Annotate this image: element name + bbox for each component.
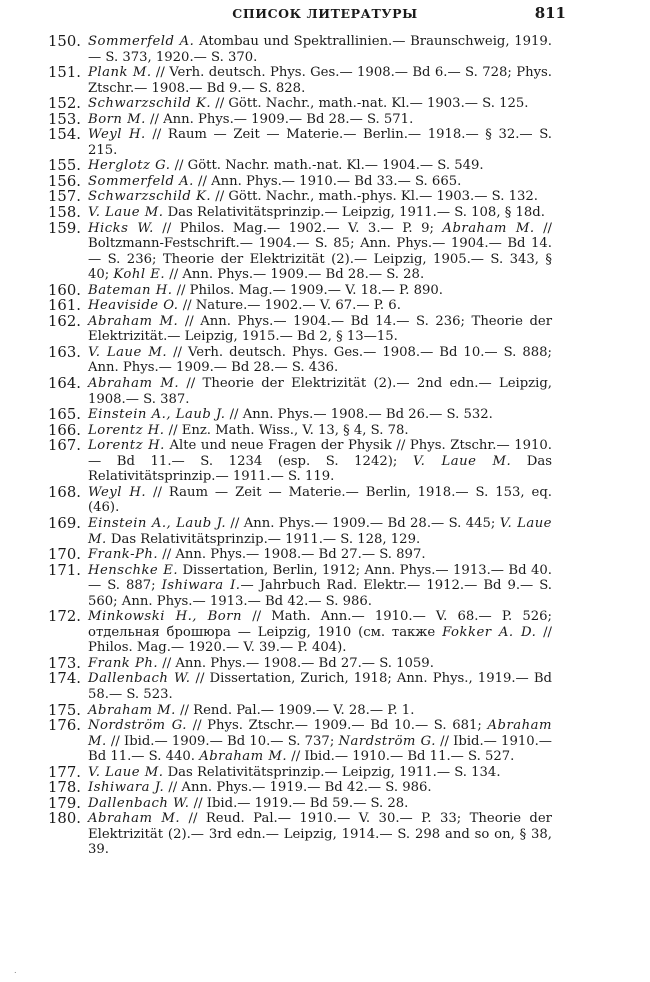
reference-entry [48, 314, 552, 345]
reference-text: Das Relativitätsprinzip.— 1911.— S. 119. [88, 453, 553, 485]
reference-author: V. Laue M. [88, 205, 164, 221]
reference-author: Lorentz H. [88, 438, 165, 454]
reference-entry [48, 189, 552, 205]
page-header [0, 4, 650, 26]
reference-number: 160. [48, 281, 81, 299]
reference-entry [48, 96, 552, 112]
reference-text: // Gött. Nachr., math.-phys. Kl.— 1903.— S. 132. [211, 189, 538, 205]
page-number: 811 [534, 4, 566, 22]
reference-author: Abraham M. [442, 220, 535, 236]
reference-text: Atombau und Spektrallinien.— Braunschweig, 1919.— S. 373, 1920.— S. 370. [88, 34, 552, 65]
reference-author: Hicks W. [88, 220, 154, 236]
reference-entry [48, 112, 552, 128]
reference-author: Sommerfeld A. [88, 34, 195, 49]
reference-entry [48, 298, 552, 314]
reference-text: // Verh. deutsch. Phys. Ges.— 1908.— Bd 6.— S. 728; Phys. Ztschr.— 1908.— Bd 9.— S. 828. [88, 65, 552, 96]
reference-author: Einstein A., Laub J. [88, 515, 227, 531]
reference-entry [48, 345, 552, 376]
reference-entry [48, 127, 552, 158]
reference-entry [48, 718, 552, 765]
reference-text: // Ann. Phys.— 1908.— Bd 27.— S. 1059. [158, 655, 434, 671]
reference-number: 177. [48, 763, 81, 781]
reference-text: Das Relativitätsprinzip.— 1911.— S. 128, 129. [106, 531, 421, 547]
reference-text: Das Relativitätsprinzip.— Leipzig, 1911.— S. 108, § 18d. [163, 205, 545, 221]
reference-number: 155. [48, 157, 81, 175]
reference-author: Abraham M. [88, 702, 176, 718]
reference-author: Heaviside O. [88, 298, 179, 314]
reference-text: Das Relativitätsprinzip.— Leipzig, 1911.— S. 134. [163, 764, 501, 780]
reference-author: Abraham M. [199, 749, 288, 765]
reference-text: // Ann. Phys.— 1910.— Bd 33.— S. 665. [193, 173, 462, 189]
margin-mark: . [14, 966, 17, 975]
reference-entry [48, 563, 552, 610]
reference-number: 156. [48, 172, 81, 190]
reference-entry [48, 65, 552, 96]
reference-text: // Philos. Mag.— 1902.— V. 3.— P. 9; [153, 220, 443, 236]
reference-author: Frank Ph. [88, 655, 159, 671]
reference-entry [48, 158, 552, 174]
reference-entry [48, 796, 552, 812]
reference-author: V. Laue M. [88, 344, 168, 360]
reference-number: 168. [48, 483, 81, 501]
reference-entry [48, 811, 552, 858]
reference-text: // Philos. Mag.— 1920.— V. 39.— P. 404). [88, 624, 553, 656]
reference-number: 151. [48, 64, 81, 82]
reference-number: 176. [48, 717, 81, 735]
reference-text: // Ibid.— 1909.— Bd 10.— S. 737; [106, 733, 339, 749]
reference-number: 166. [48, 421, 81, 439]
reference-entry [48, 656, 552, 672]
reference-text: // Ann. Phys.— 1904.— Bd 14.— S. 236; Theorie der Elektrizität.— Leipzig, 1915.— Bd 2, § 13—15. [88, 313, 552, 345]
reference-number: 150. [48, 33, 81, 50]
reference-number: 152. [48, 95, 81, 113]
reference-author: Sommerfeld A. [88, 173, 194, 189]
reference-author: Kohl E. [113, 267, 166, 283]
reference-author: Dallenbach W. [88, 795, 190, 811]
reference-author: Henschke E. [88, 562, 179, 578]
reference-text: // Ann. Phys.— 1908.— Bd 27.— S. 897. [158, 547, 426, 563]
reference-author: Schwarzschild K. [88, 189, 212, 205]
reference-text: // Philos. Mag.— 1909.— V. 18.— P. 890. [172, 282, 443, 298]
reference-number: 175. [48, 701, 81, 719]
reference-text: // Gött. Nachr. math.-nat. Kl.— 1904.— S. 549. [170, 158, 484, 174]
reference-number: 157. [48, 188, 81, 206]
reference-author: Herglotz G. [88, 158, 171, 174]
reference-number: 162. [48, 312, 81, 330]
reference-author: V. Laue M. [88, 764, 164, 780]
reference-text: // Ann. Phys.— 1908.— Bd 26.— S. 532. [225, 407, 493, 423]
reference-number: 161. [48, 297, 81, 315]
reference-number: 178. [48, 779, 81, 797]
reference-entry [48, 485, 552, 516]
reference-author: Ishiwara J. [88, 780, 165, 796]
reference-author: Ishiwara I. [161, 578, 241, 594]
reference-number: 172. [48, 608, 81, 626]
reference-entry [48, 703, 552, 719]
reference-list [48, 34, 552, 858]
reference-author: Frank-Ph. [88, 547, 159, 563]
reference-number: 159. [48, 219, 81, 237]
reference-number: 163. [48, 343, 81, 361]
reference-entry [48, 283, 552, 299]
reference-author: Weyl H. [88, 127, 146, 143]
reference-text: // Raum — Zeit — Materie.— Berlin, 1918.— S. 153, eq. (46). [88, 484, 552, 516]
reference-number: 171. [48, 561, 81, 579]
reference-entry [48, 780, 552, 796]
reference-text: // Reud. Pal.— 1910.— V. 30.— P. 33; Theorie der Elektrizität (2).— 3rd edn.— Leipzig, 1914.— S. 298 and so on, § 38, 39. [88, 811, 552, 858]
reference-author: V. Laue M. [412, 453, 512, 469]
reference-entry [48, 438, 552, 485]
reference-text: // Gött. Nachr., math.-nat. Kl.— 1903.— S. 125. [211, 96, 529, 112]
reference-text: // Ann. Phys.— 1909.— Bd 28.— S. 571. [145, 111, 414, 127]
reference-entry [48, 205, 552, 221]
reference-entry [48, 671, 552, 702]
reference-author: Schwarzschild K. [88, 96, 212, 112]
reference-number: 169. [48, 514, 81, 532]
reference-number: 158. [48, 204, 81, 222]
reference-text: // Ibid.— 1919.— Bd 59.— S. 28. [189, 795, 409, 811]
reference-text: // Dissertation, Zurich, 1918; Ann. Phys., 1919.— Bd 58.— S. 523. [88, 671, 552, 702]
reference-author: Dallenbach W. [88, 671, 191, 687]
reference-text: Alte und neue Fragen der Physik // Phys. Ztschr.— 1910.— Bd 11.— S. 1234 (esp. S. 1242); [88, 438, 552, 469]
reference-text: // Ann. Phys.— 1909.— Bd 28.— S. 28. [165, 267, 425, 283]
reference-entry [48, 221, 552, 283]
reference-author: Fokker A. D. [442, 624, 537, 640]
reference-entry [48, 376, 552, 407]
reference-text: // Enz. Math. Wiss., V. 13, § 4, S. 78. [164, 422, 409, 438]
reference-text: — Jahrbuch Rad. Elektr.— 1912.— Bd 9.— S. 560; Ann. Phys.— 1913.— Bd 42.— S. 986. [88, 578, 552, 609]
reference-author: Plank M. [88, 65, 152, 81]
reference-number: 170. [48, 546, 81, 564]
reference-entry [48, 407, 552, 423]
reference-entry [48, 547, 552, 563]
reference-text: // Theorie der Elektrizität (2).— 2nd edn.— Leipzig, 1908.— S. 387. [88, 376, 552, 407]
reference-author: Minkowski H., Born [88, 609, 243, 625]
reference-author: Born M. [88, 111, 146, 127]
reference-entry [48, 423, 552, 439]
reference-number: 180. [48, 810, 81, 828]
reference-number: 165. [48, 406, 81, 424]
reference-author: Nardström G. [338, 733, 436, 749]
reference-author: Nordström G. [88, 718, 187, 734]
reference-entry [48, 174, 552, 190]
reference-author: Abraham M. [88, 376, 180, 392]
reference-text: // Math. Ann.— 1910.— V. 68.— P. 526; отдельная брошюра — Leipzig, 1910 (см. также [88, 609, 552, 640]
reference-author: Weyl H. [88, 484, 147, 500]
reference-author: Einstein A., Laub J. [88, 407, 226, 423]
reference-entry [48, 609, 552, 656]
reference-author: V. Laue M. [88, 515, 552, 547]
reference-text: // Ibid.— 1910.— Bd 11.— S. 527. [287, 749, 515, 765]
reference-text: // Ann. Phys.— 1919.— Bd 42.— S. 986. [164, 780, 432, 796]
reference-author: Abraham M. [88, 718, 552, 749]
reference-text: // Ann. Phys.— 1909.— Bd 28.— S. 445; [226, 515, 500, 531]
reference-entry [48, 34, 552, 65]
reference-text: // Rend. Pal.— 1909.— V. 28.— P. 1. [175, 702, 415, 718]
reference-text: // Ibid.— 1910.— Bd 11.— S. 440. [88, 733, 552, 765]
reference-author: Abraham M. [88, 313, 179, 329]
reference-author: Lorentz H. [88, 422, 165, 438]
reference-author: Abraham M. [88, 811, 181, 827]
reference-text: // Nature.— 1902.— V. 67.— P. 6. [178, 298, 401, 314]
reference-text: // Raum — Zeit — Materie.— Berlin.— 1918.— § 32.— S. 215. [88, 127, 552, 158]
reference-number: 174. [48, 670, 81, 688]
reference-text: // Verh. deutsch. Phys. Ges.— 1908.— Bd 10.— S. 888; Ann. Phys.— 1909.— Bd 28.— S. 436. [88, 344, 552, 376]
reference-text: Dissertation, Berlin, 1912; Ann. Phys.— 1913.— Bd 40.— S. 887; [88, 562, 552, 594]
reference-number: 164. [48, 375, 81, 393]
reference-text: // Boltzmann-Festschrift.— 1904.— S. 85; Ann. Phys.— 1904.— Bd 14.— S. 236; Theorie der Elektrizität (2).— Leipzig, 1905.— S. 343, § 40; [88, 220, 552, 283]
running-title: СПИСОК ЛИТЕРАТУРЫ [232, 6, 418, 21]
reference-entry [48, 765, 552, 781]
reference-text: // Phys. Ztschr.— 1909.— Bd 10.— S. 681; [186, 718, 488, 734]
reference-entry [48, 516, 552, 547]
reference-number: 167. [48, 437, 81, 455]
reference-number: 153. [48, 110, 81, 128]
reference-number: 154. [48, 126, 81, 144]
reference-number: 179. [48, 794, 81, 812]
reference-author: Bateman H. [88, 282, 173, 298]
reference-number: 173. [48, 654, 81, 672]
